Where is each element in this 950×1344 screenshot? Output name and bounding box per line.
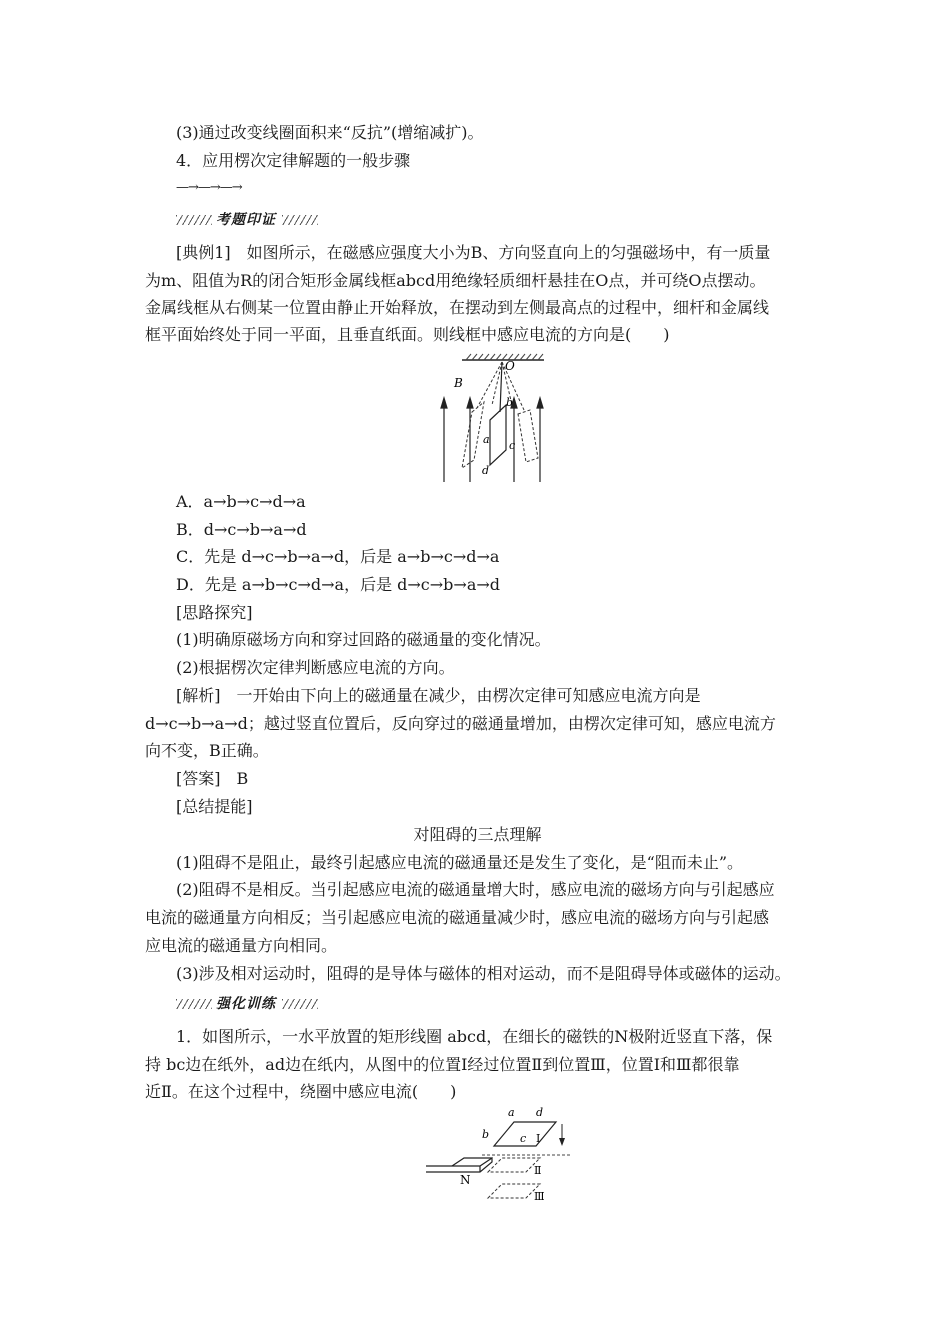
label-a: a [508,1106,515,1119]
label-B: B [454,376,463,390]
text-line: [典例1] 如图所示，在磁感应强度大小为B、方向竖直向上的匀强磁场中，有一质量 [176,243,771,262]
text-line: 持 bc边在纸外，ad边在纸内，从图中的位置Ⅰ经过位置Ⅱ到位置Ⅲ，位置Ⅰ和Ⅲ都很靠 [145,1055,740,1074]
summary-title: 对阻碍的三点理解 [413,825,542,844]
text-line: (2)根据楞次定律判断感应电流的方向。 [176,658,455,677]
label-a: a [483,433,490,446]
text-line: 1．如图所示，一水平放置的矩形线圈 abcd，在细长的磁铁的N极附近竖直下落，保 [176,1027,773,1046]
coil-magnet-figure [422,1100,582,1210]
section-banner-exam [176,211,326,229]
banner-label: 强化训练 [216,996,276,1012]
hatch-decoration [176,999,212,1009]
section-heading: [思路探究] [176,603,253,622]
label-N: N [460,1173,471,1187]
hatch-decoration [282,999,318,1009]
text-line: (3)涉及相对运动时，阻碍的是导体与磁体的相对运动，而不是阻碍导体或磁体的运动。 [176,964,791,983]
text-line: (3)通过改变线圈面积来“反抗”(增缩减扩)。 [176,123,484,142]
text-line: 近Ⅱ。在这个过程中，绕圈中感应电流( ) [145,1082,457,1101]
answer-line: [答案] B [176,769,249,788]
pendulum-frame-figure [432,350,552,485]
option-d: D．先是 a→b→c→d→a，后是 d→c→b→a→d [176,575,501,594]
hatch-decoration [176,215,212,225]
text-line: 4．应用楞次定律解题的一般步骤 [176,151,411,170]
label-O: O [505,359,515,373]
hatch-decoration [282,215,318,225]
label-position-II: Ⅱ [534,1164,542,1177]
text-line: (1)阻碍不是阻止，最终引起感应电流的磁通量还是发生了变化，是“阻而未止”。 [176,853,744,872]
section-banner-training [176,995,326,1013]
label-c: c [520,1132,527,1145]
text-line: d→c→b→a→d；越过竖直位置后，反向穿过的磁通量增加，由楞次定律可知，感应电流方 [145,714,776,733]
text-line: 为m、阻值为R的闭合矩形金属线框abcd用绝缘轻质细杆悬挂在O点，并可绕O点摆动。 [145,271,766,290]
section-heading: [总结提能] [176,797,253,816]
flow-arrows: —→—→—→ [176,180,242,195]
option-c: C．先是 d→c→b→a→d，后是 a→b→c→d→a [176,547,500,566]
banner-label: 考题印证 [216,212,276,228]
text-line: 金属线框从右侧某一位置由静止开始释放，在摆动到左侧最高点的过程中，细杆和金属线 [145,298,770,317]
label-b: b [506,396,514,409]
label-position-III: Ⅲ [534,1190,545,1203]
text-line: 电流的磁通量方向相反；当引起感应电流的磁通量减少时，感应电流的磁场方向与引起感 [145,908,770,927]
label-d: d [482,464,490,477]
label-d: d [536,1106,544,1119]
text-line: (1)明确原磁场方向和穿过回路的磁通量的变化情况。 [176,630,551,649]
option-a: A．a→b→c→d→a [176,492,306,511]
text-line: 应电流的磁通量方向相同。 [145,936,338,955]
label-position-I: Ⅰ [536,1132,541,1145]
text-line: (2)阻碍不是相反。当引起感应电流的磁通量增大时，感应电流的磁场方向与引起感应 [176,880,775,899]
text-line: 向不变，B正确。 [145,741,269,760]
text-line: 框平面始终处于同一平面，且垂直纸面。则线框中感应电流的方向是( ) [145,325,670,344]
label-b: b [482,1128,490,1141]
label-c: c [509,439,516,452]
option-b: B．d→c→b→a→d [176,520,307,539]
text-line: [解析] 一开始由下向上的磁通量在减少，由楞次定律可知感应电流方向是 [176,686,701,705]
